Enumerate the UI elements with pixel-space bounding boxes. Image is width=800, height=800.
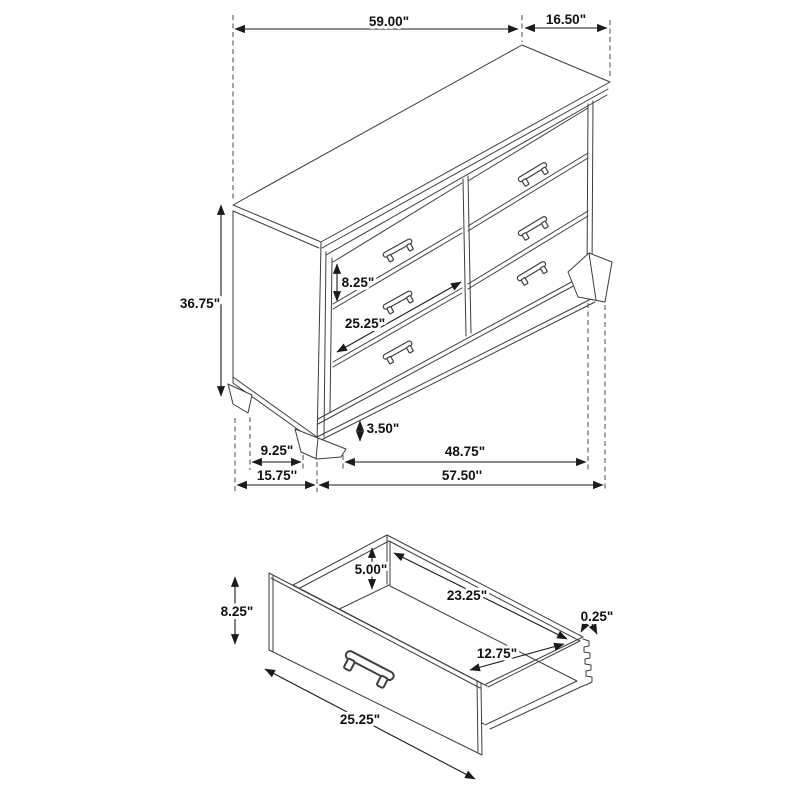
dovetail-joint: [583, 639, 592, 685]
drawer-bank-divider: [463, 176, 471, 336]
dim-label-base-front-width: 48.75": [444, 444, 486, 459]
dim-label-top-depth: 16.50": [545, 12, 587, 27]
dim-label-front-width: 25.25": [339, 712, 381, 727]
dim-label-inner-height: 5.00": [354, 562, 388, 577]
drawer-handle: [382, 340, 415, 365]
dim-label-side-thickness: 0.25": [580, 609, 614, 624]
front-foot: [295, 429, 346, 459]
drawer-handle: [382, 290, 415, 315]
dim-label-foot-height: 3.50": [366, 421, 400, 436]
dim-label-foot-offset: 9.25": [260, 443, 294, 458]
dim-label-drawer-height: 8.25": [341, 275, 375, 290]
drawer-handle: [516, 261, 549, 287]
dim-label-inner-width: 23.25": [446, 588, 488, 603]
dim-label-base-depth: 15.75'': [256, 468, 298, 483]
dresser-drawing: [180, 12, 612, 492]
dim-label-inner-depth: 12.75": [476, 646, 518, 661]
dim-label-front-height: 8.25": [220, 604, 254, 619]
dim-label-drawer-width: 25.25": [344, 316, 386, 331]
drawer-handle: [382, 238, 415, 263]
drawer-drawing: [221, 535, 614, 779]
dim-arrow-thickness-right: [592, 624, 597, 634]
drawer-handle: [517, 216, 550, 242]
case-right-edge: [587, 101, 593, 276]
dim-label-top-width: 59.00": [368, 14, 410, 29]
dim-label-height: 36.75": [179, 296, 221, 311]
dim-arrow-thickness-left: [581, 623, 586, 632]
dim-label-base-width: 57.50'': [441, 468, 483, 483]
dresser-top-face: [233, 45, 610, 242]
base-rail-lines: [317, 272, 595, 442]
